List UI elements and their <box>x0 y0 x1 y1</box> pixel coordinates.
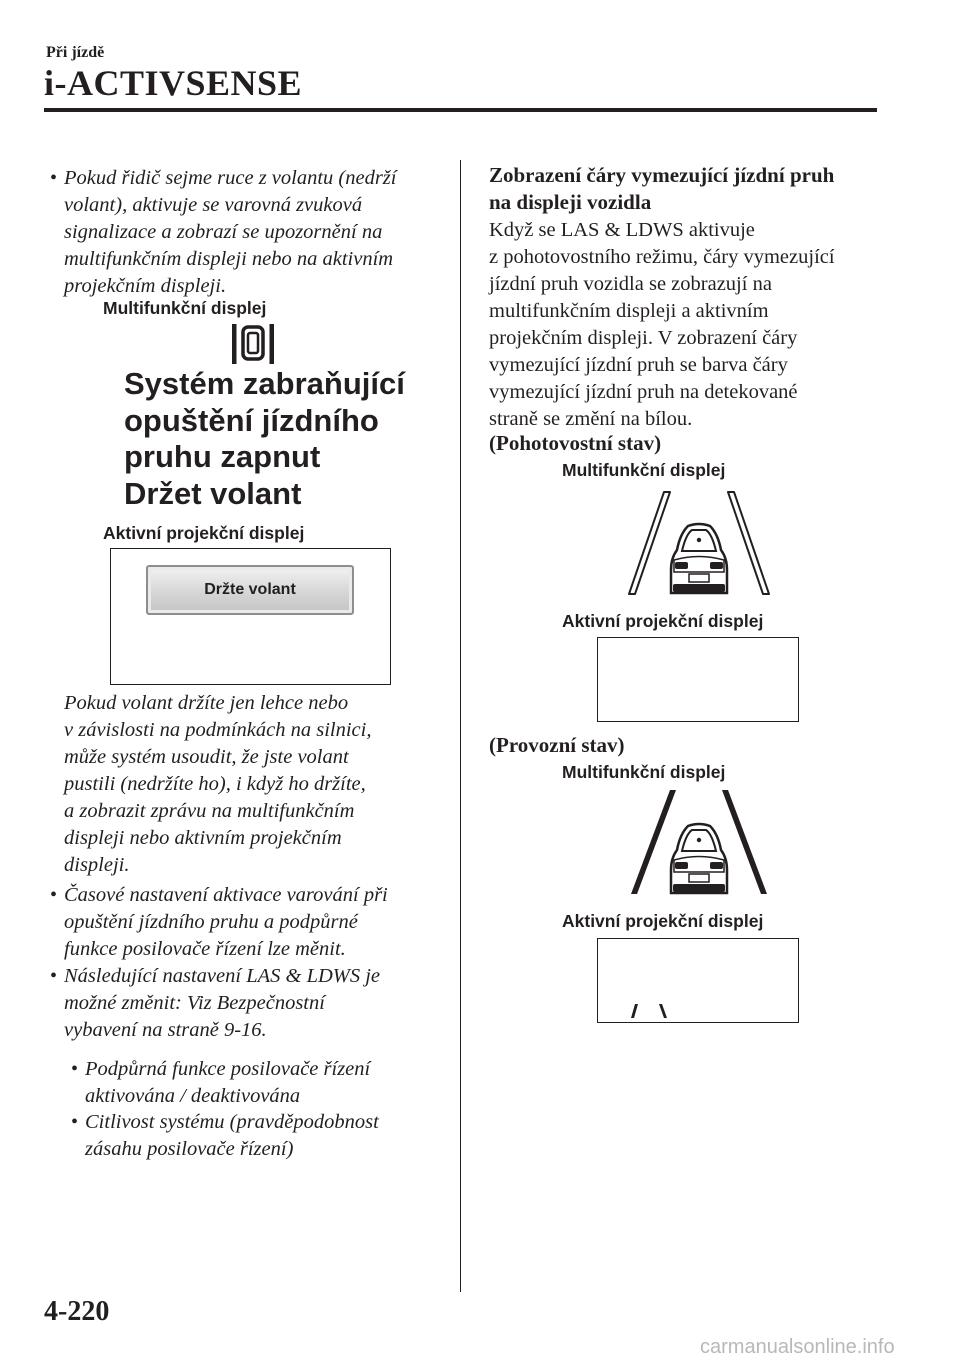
operating-label: (Provozní stav) <box>489 733 625 757</box>
text-line: projekčním displeji. V zobrazení čáry <box>489 327 798 349</box>
car-rear-icon <box>671 524 727 593</box>
mfd-warning-message <box>124 366 405 512</box>
text-line: Pokud volant držíte jen lehce nebo <box>64 692 349 714</box>
text-line: displeji. <box>64 854 130 876</box>
message-line: Držet volant <box>124 475 302 511</box>
text-line: zásahu posilovače řízení) <box>85 1138 294 1160</box>
heading-line: na displeji vozidla <box>489 190 652 214</box>
bullet-icon: • <box>50 965 58 987</box>
bullet-icon: • <box>71 1111 79 1133</box>
bullet-icon: • <box>50 884 58 906</box>
text-line: v závislosti na podmínkách na silnici, <box>64 719 372 741</box>
text-line: Pokud řidič sejme ruce z volantu (nedrží <box>64 167 397 189</box>
bullet-item-settings <box>50 963 381 1044</box>
operating-mfd-label: Multifunkční displej <box>562 762 726 782</box>
standby-hud-label: Aktivní projekční displej <box>562 611 764 631</box>
hud-figure-label: Aktivní projekční displej <box>103 523 305 543</box>
bullet-icon: • <box>50 167 58 189</box>
text-line: signalizace a zobrazí se upozornění na <box>64 221 383 243</box>
standby-hud-frame <box>597 637 799 722</box>
text-line: jízdní pruh vozidla se zobrazují na <box>489 273 772 295</box>
hud-message-pill: Držte volant <box>146 565 354 615</box>
text-line: a zobrazit zprávu na multifunkčním <box>64 800 355 822</box>
bullet-item-timing <box>50 882 388 963</box>
car-rear-icon <box>671 824 727 893</box>
body-paragraph <box>489 217 879 433</box>
text-line: Citlivost systému (pravděpodobnost <box>85 1111 379 1133</box>
operating-lane-figure <box>624 786 774 898</box>
heading-line: Zobrazení čáry vymezující jízdní pruh <box>489 163 835 187</box>
message-line: pruhu zapnut <box>124 439 321 474</box>
text-line: aktivována / deaktivována <box>85 1085 301 1107</box>
text-line: straně se změní na bílou. <box>489 408 693 430</box>
watermark: carmanualsonline.info <box>700 1336 895 1358</box>
text-line: vymezující jízdní pruh se barva čáry <box>489 354 788 376</box>
standby-label: (Pohotovostní stav) <box>489 431 662 455</box>
text-line: projekčním displeji. <box>64 275 227 297</box>
text-line: multifunkčním displeji a aktivním <box>489 300 769 322</box>
text-line: displeji nebo aktivním projekčním <box>64 827 342 849</box>
standby-mfd-label: Multifunkční displej <box>562 460 726 480</box>
sub-bullet-sensitivity <box>71 1109 379 1163</box>
bullet-icon: • <box>71 1058 79 1080</box>
text-line: funkce posilovače řízení lze měnit. <box>64 938 346 960</box>
message-line: opuštění jízdního <box>124 402 379 438</box>
operating-hud-label: Aktivní projekční displej <box>562 911 764 931</box>
text-line: Časové nastavení aktivace varování při <box>64 884 388 906</box>
note-paragraph <box>64 690 371 879</box>
section-heading <box>489 162 834 216</box>
page-number: 4-220 <box>44 1296 110 1327</box>
text-line: opuštění jízdního pruhu a podpůrné <box>64 911 358 933</box>
column-divider <box>460 160 461 1292</box>
steering-assist-icon <box>229 322 277 366</box>
header-rule <box>44 108 877 112</box>
sub-bullet-assist <box>71 1056 371 1110</box>
chapter-title: i-ACTIVSENSE <box>44 63 303 103</box>
bullet-item-hands-off <box>50 165 397 300</box>
message-line: Systém zabraňující <box>124 366 405 401</box>
text-line: vybavení na straně 9-16. <box>64 1019 267 1041</box>
text-line: multifunkčním displeji nebo na aktivním <box>64 248 394 270</box>
text-line: může systém usoudit, že jste volant <box>64 746 349 768</box>
text-line: možné změnit: Viz Bezpečnostní <box>64 992 325 1014</box>
hud-lane-line-icon <box>628 1002 670 1020</box>
text-line: Když se LAS & LDWS aktivuje <box>489 219 755 241</box>
text-line: Následující nastavení LAS & LDWS je <box>64 965 381 987</box>
mfd-figure-label: Multifunkční displej <box>103 298 267 318</box>
text-line: Podpůrná funkce posilovače řízení <box>85 1058 371 1080</box>
text-line: z pohotovostního režimu, čáry vymezující <box>489 246 835 268</box>
text-line: pustili (nedržíte ho), i když ho držíte, <box>64 773 366 795</box>
section-label: Při jízdě <box>46 44 105 61</box>
text-line: volant), aktivuje se varovná zvuková <box>64 194 363 216</box>
text-line: vymezující jízdní pruh na detekované <box>489 381 798 403</box>
standby-lane-figure <box>624 486 774 598</box>
